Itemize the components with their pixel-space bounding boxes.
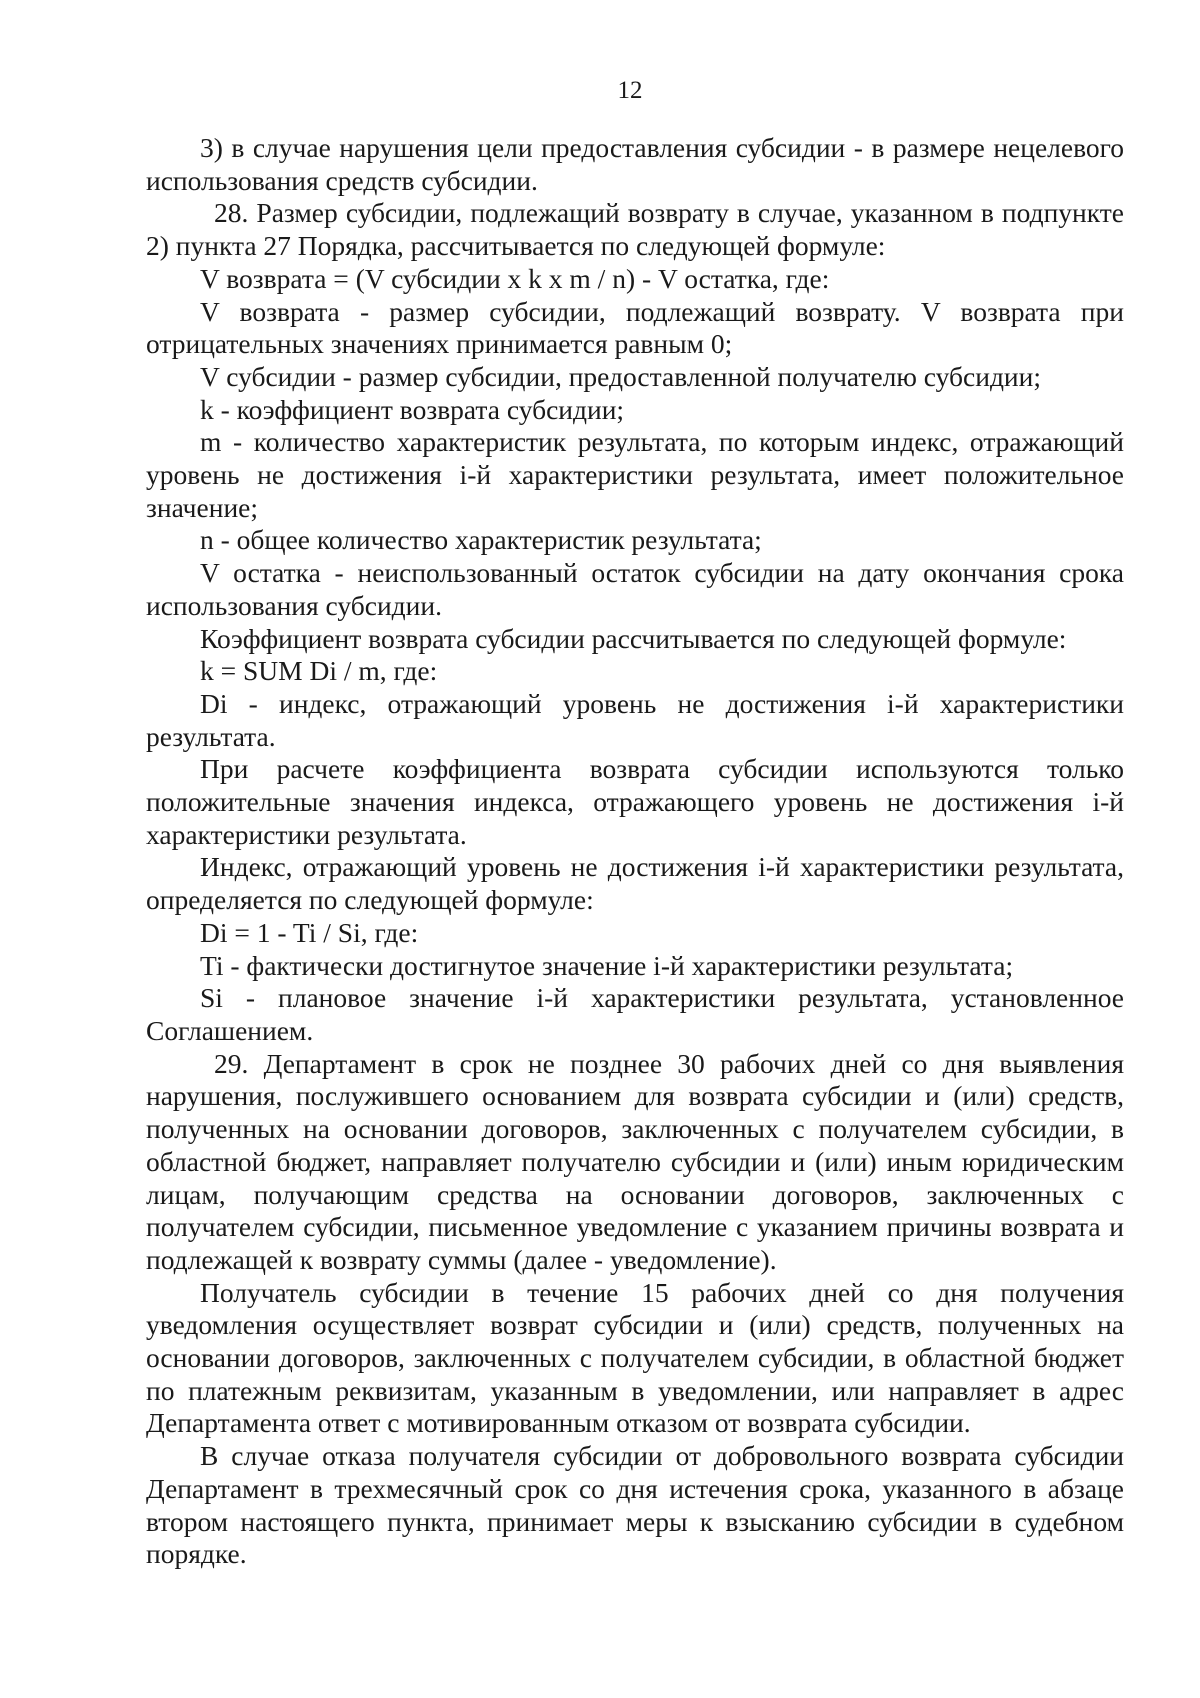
formula-di: Di = 1 - Ti / Si, где: [200, 916, 419, 948]
definition-n: n - общее количество характеристик результата; [200, 524, 762, 556]
definition-m: m - количество характеристик результата, по которым индекс, отражающий уровень не достижения i-й характеристики результата, имеет положительное значение; [146, 426, 1124, 523]
definition-v-remainder: V остатка - неиспользованный остаток субсидии на дату окончания срока использования субсидии. [146, 557, 1124, 621]
definition-v-return: V возврата - размер субсидии, подлежащий возврату. V возврата при отрицательных значениях принимается равным 0; [146, 295, 1124, 360]
page-number: 12 [617, 77, 643, 104]
paragraph-item-29: 29. Департамент в срок не позднее 30 рабочих дней со дня выявления нарушения, послужившего основанием для возврата субсидии и (или) средств, полученных на основании договоров, заключенных с получателем субсидии, в областной бюджет, направляет получателю субсидии и (или) иным юридическим лицам, получающим средства на основании договоров, заключенных с получателем субсидии, письменное уведомление с указанием причины возврата и подлежащей к возврату суммы (далее - уведомление). [146, 1047, 1124, 1275]
definition-v-subsidy: V субсидии - размер субсидии, предоставленной получателю субсидии; [200, 360, 1042, 392]
definition-di: Di - индекс, отражающий уровень не достижения i-й характеристики результата. [146, 687, 1124, 752]
document-body [146, 132, 1124, 1571]
definition-ti: Ti - фактически достигнутое значение i-й характеристики результата; [200, 949, 1014, 981]
definition-k: k - коэффициент возврата субсидии; [200, 393, 625, 425]
paragraph-positive-values: При расчете коэффициента возврата субсидии используются только положительные значения индекса, отражающего уровень не достижения i-й характеристики результата. [146, 753, 1124, 850]
formula-k: k = SUM Di / m, где: [200, 655, 438, 687]
paragraph-index-intro: Индекс, отражающий уровень не достижения i-й характеристики результата, определяется по следующей формуле: [146, 851, 1124, 916]
formula-v-return: V возврата = (V субсидии x k x m / n) - V остатка, где: [200, 262, 830, 294]
paragraph-subitem-3: 3) в случае нарушения цели предоставления субсидии - в размере нецелевого использования средств субсидии. [146, 132, 1124, 196]
paragraph-item-28: 28. Размер субсидии, подлежащий возврату в случае, указанном в подпункте 2) пункта 27 Порядка, рассчитывается по следующей формуле: [146, 197, 1124, 262]
paragraph-recipient-return: Получатель субсидии в течение 15 рабочих дней со дня получения уведомления осуществляет возврат субсидии и (или) средств, полученных на основании договоров, заключенных с получателем субсидии, в областной бюджет по платежным реквизитам, указанным в уведомлении, или направляет в адрес Департамента ответ с мотивированным отказом от возврата субсидии. [146, 1276, 1124, 1439]
paragraph-coefficient-intro: Коэффициент возврата субсидии рассчитывается по следующей формуле: [200, 622, 1067, 654]
definition-si: Si - плановое значение i-й характеристики результата, установленное Соглашением. [146, 982, 1124, 1046]
paragraph-court-recovery: В случае отказа получателя субсидии от добровольного возврата субсидии Департамент в трехмесячный срок со дня истечения срока, указанного в абзаце втором настоящего пункта, принимает меры к взысканию субсидии в судебном порядке. [146, 1440, 1124, 1570]
